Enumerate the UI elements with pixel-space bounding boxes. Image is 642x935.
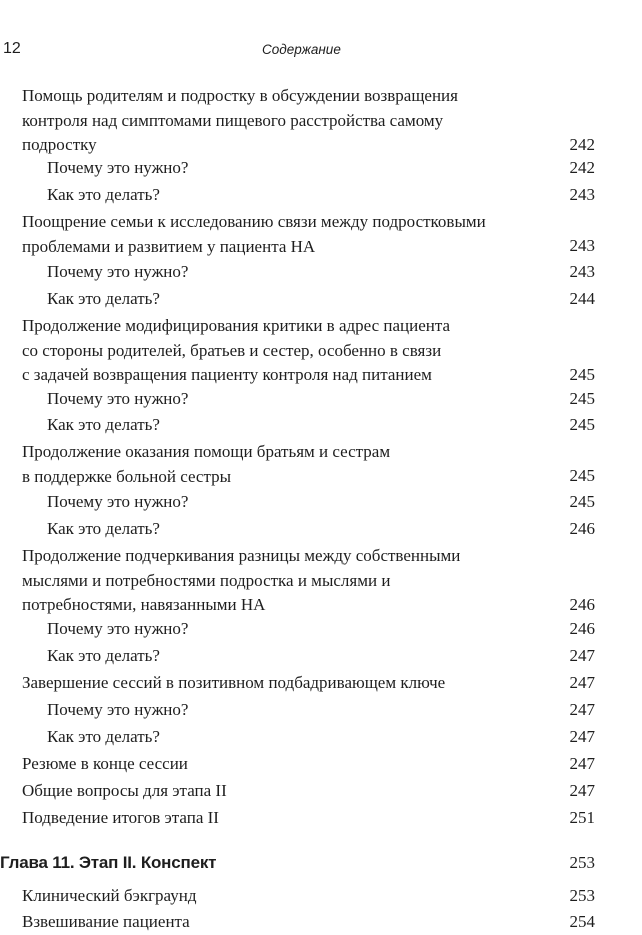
- toc-entry-title-line: Как это делать?: [47, 727, 160, 746]
- toc-entry-title: [47, 725, 160, 750]
- toc-entry-title-line: Поощрение семьи к исследованию связи между подростковыми: [22, 212, 486, 231]
- toc-entry-title: [22, 544, 460, 618]
- toc-entry-page: 253: [569, 886, 595, 905]
- toc-entry-title: [47, 260, 188, 285]
- toc-entry-title-line: Завершение сессий в позитивном подбадривающем ключе: [22, 673, 446, 692]
- toc-entry-title: [47, 644, 160, 669]
- toc-entry-page: 242: [569, 135, 595, 154]
- toc-entry-title-line: Почему это нужно?: [47, 700, 189, 719]
- toc-entry-page: 245: [569, 492, 595, 511]
- toc-entry-title-line: Клинический бэкграунд: [22, 886, 197, 905]
- toc-entry-page: 246: [569, 619, 595, 638]
- toc-chapter-page: 253: [569, 853, 595, 872]
- toc-entry-page: 245: [569, 466, 595, 485]
- toc-entry-title-line: Как это делать?: [47, 646, 160, 665]
- toc-entry-title-line: Как это делать?: [47, 185, 160, 204]
- toc-entry-title: [22, 779, 227, 804]
- toc-entry-title-line: Как это делать?: [47, 519, 160, 538]
- toc-entry-page: 243: [569, 185, 595, 204]
- toc-entry-title-line: в поддержке больной сестры: [22, 466, 232, 486]
- toc-entry-title: [22, 752, 188, 777]
- toc-entry-title-line: Почему это нужно?: [47, 158, 189, 177]
- toc-entry-page: 243: [569, 262, 595, 281]
- toc-entry-title-line: со стороны родителей, братьев и сестер, особенно в связи: [22, 340, 442, 360]
- toc-entry-page: 247: [569, 781, 595, 800]
- toc-chapter-title-line: Глава 11. Этап II. Конспект: [0, 853, 217, 872]
- toc-entry-title-line: Почему это нужно?: [47, 389, 189, 408]
- toc-entry-title-line: с задачей возвращения пациенту контроля над питанием: [22, 365, 432, 384]
- toc-entry-title-line: Продолжение оказания помощи братьям и сестрам: [22, 442, 391, 461]
- toc-entry-page: 247: [569, 673, 595, 692]
- toc-entry-title: [22, 440, 390, 489]
- toc-entry-title-line: Как это делать?: [47, 289, 160, 308]
- toc-entry-title-line: мыслями и потребностями подростка и мыслями и: [22, 570, 391, 590]
- toc-entry-title: [47, 517, 160, 542]
- toc-entry-page: 254: [569, 912, 595, 931]
- page-number: 12: [3, 40, 21, 57]
- toc-entry-title: [47, 413, 160, 438]
- running-header: [0, 40, 642, 60]
- toc-entry-title: [22, 671, 445, 696]
- running-header-title: Содержание: [262, 42, 341, 57]
- toc-entry-title-line: Продолжение модифицирования критики в адрес пациента: [22, 316, 451, 335]
- toc-entry-title-line: Почему это нужно?: [47, 262, 189, 281]
- toc-entry-title: [22, 210, 486, 259]
- toc-entry-title-line: Почему это нужно?: [47, 619, 189, 638]
- toc-entry-title-line: Подведение итогов этапа II: [22, 808, 219, 827]
- toc-entry-title: [47, 287, 160, 312]
- toc-entry-title-line: контроля над симптомами пищевого расстройства самому: [22, 110, 444, 130]
- toc-entry-title: [22, 806, 219, 831]
- toc-entry-title: [22, 314, 450, 388]
- toc-entry-page: 242: [569, 158, 595, 177]
- toc-chapter-title: [0, 851, 216, 876]
- toc-entry-title-line: Взвешивание пациента: [22, 912, 190, 931]
- toc-entry-title-line: проблемами и развитием у пациента НА: [22, 236, 316, 256]
- toc-entry-page: 247: [569, 646, 595, 665]
- toc-entry-page: 247: [569, 727, 595, 746]
- toc-entry-title: [47, 387, 188, 412]
- toc-entry-title: [47, 490, 188, 515]
- toc-entry-title-line: Помощь родителям и подростку в обсуждении возвращения: [22, 86, 458, 105]
- toc-entry-page: 247: [569, 754, 595, 773]
- toc-entry-page: 247: [569, 700, 595, 719]
- toc-entry-title-line: Как это делать?: [47, 415, 160, 434]
- toc-entry-page: 245: [569, 415, 595, 434]
- toc-entry-page: 245: [569, 365, 595, 384]
- toc-entry-page: 251: [569, 808, 595, 827]
- toc-entry-title-line: Почему это нужно?: [47, 492, 189, 511]
- toc-entry-title: [47, 156, 188, 181]
- toc-entry-page: 246: [569, 595, 595, 614]
- toc-entry-title: [22, 84, 458, 158]
- toc-entry-title-line: потребностями, навязанными НА: [22, 595, 266, 614]
- toc-entry-title: [47, 183, 160, 208]
- toc-entry-title-line: Общие вопросы для этапа II: [22, 781, 227, 800]
- toc-entry-page: 246: [569, 519, 595, 538]
- toc-entry-page: 245: [569, 389, 595, 408]
- toc-entry-page: 244: [569, 289, 595, 308]
- toc-entry-title: [47, 698, 188, 723]
- toc-entry-title: [22, 884, 197, 909]
- toc-entry-page: 243: [569, 236, 595, 255]
- toc-entry-title-line: Резюме в конце сессии: [22, 754, 188, 773]
- toc-entry-title: [47, 617, 188, 642]
- toc-entry-title-line: Продолжение подчеркивания разницы между собственными: [22, 546, 461, 565]
- toc-entry-title: [22, 910, 190, 935]
- toc-entry-title-line: подростку: [22, 135, 97, 154]
